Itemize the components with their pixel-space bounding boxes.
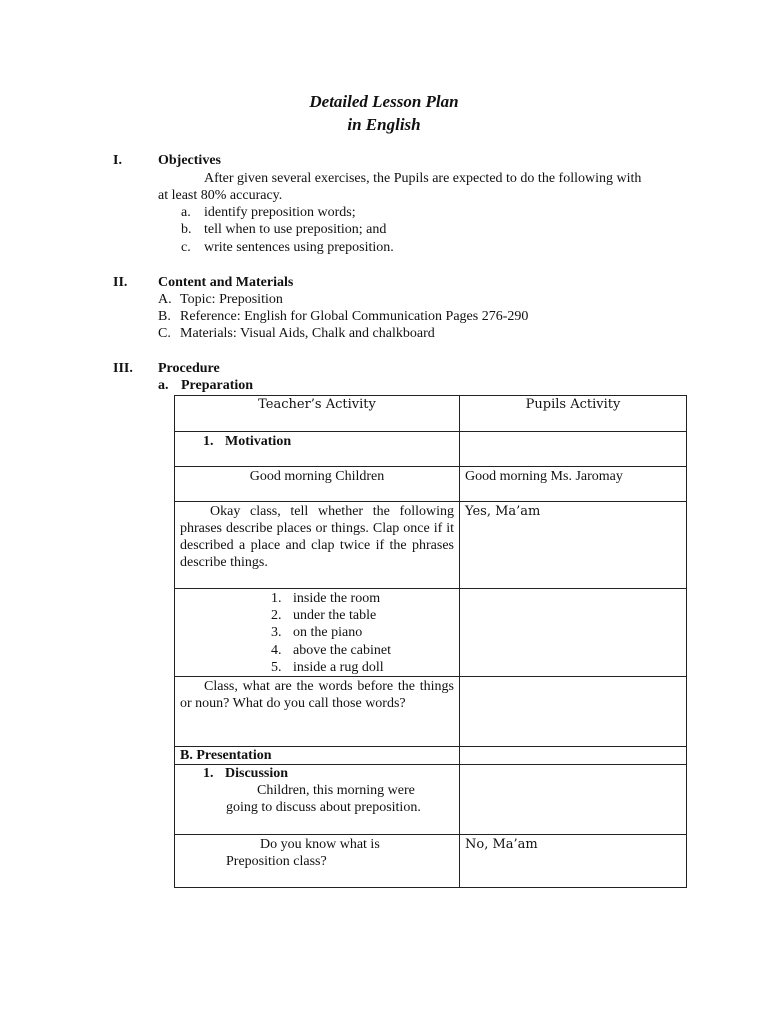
presentation-cell: B. Presentation: [175, 747, 460, 765]
content-marker: B.: [158, 309, 171, 324]
section2-numeral: II.: [113, 275, 128, 290]
greeting-pupils-cell: Good morning Ms. Jaromay: [460, 467, 687, 502]
section3-heading: Procedure: [158, 361, 220, 376]
empty-cell: [460, 765, 687, 835]
know-cell: [175, 835, 460, 888]
document-title-line1: Detailed Lesson Plan: [309, 92, 459, 111]
table-row: [175, 432, 687, 467]
know-line2: Preposition class?: [226, 854, 327, 870]
list-item: 1. inside the room: [271, 591, 381, 606]
list-item: 3. on the piano: [271, 625, 363, 641]
discussion-label: Discussion: [225, 766, 289, 782]
objective-marker: c.: [181, 240, 191, 255]
table-row: [175, 502, 687, 589]
content-marker: C.: [158, 326, 171, 341]
empty-cell: [460, 432, 687, 467]
objective-text: identify preposition words;: [204, 205, 356, 220]
empty-cell: [460, 589, 687, 677]
lesson-plan-table: [174, 395, 687, 888]
empty-cell: [460, 677, 687, 747]
preparation-marker: a.: [158, 378, 169, 393]
empty-cell: [460, 747, 687, 765]
teacher-activity-header: Teacher’s Activity: [175, 396, 460, 432]
table-row: [175, 467, 687, 502]
pupils-activity-header: Pupils Activity: [460, 396, 687, 432]
discussion-line2: going to discuss about preposition.: [226, 800, 421, 816]
list-item: 5. inside a rug doll: [271, 659, 384, 675]
know-line1: Do you know what is: [260, 837, 380, 853]
table-row: [175, 589, 687, 677]
section2-heading: Content and Materials: [158, 275, 294, 290]
instruction-cell: Okay class, tell whether the following phrases describe places or things. Clap once if it described a place and clap twice if the phrases describe things.: [175, 502, 460, 589]
question-cell: Class, what are the words before the things or noun? What do you call those words?: [175, 677, 460, 747]
table-row: [175, 677, 687, 747]
instruction-response-cell: Yes, Ma’am: [460, 502, 687, 589]
objective-text: write sentences using preposition.: [204, 240, 394, 255]
table-row: [175, 765, 687, 835]
section1-intro-line2: at least 80% accuracy.: [158, 188, 283, 203]
motivation-label: Motivation: [225, 434, 292, 449]
section3-numeral: III.: [113, 361, 133, 376]
content-marker: A.: [158, 292, 172, 307]
phrases-cell: [175, 589, 460, 677]
section1-numeral: I.: [113, 153, 122, 168]
greeting-teacher-cell: Good morning Children: [175, 467, 460, 502]
table-row: [175, 747, 687, 765]
discussion-cell: [175, 765, 460, 835]
section1-heading: Objectives: [158, 153, 221, 168]
motivation-number: 1.: [203, 434, 214, 449]
phrase-list: [271, 590, 454, 676]
discussion-line1: Children, this morning were: [257, 783, 415, 799]
content-text: Topic: Preposition: [180, 292, 283, 307]
preparation-heading: Preparation: [181, 378, 254, 393]
content-text: Materials: Visual Aids, Chalk and chalkboard: [180, 326, 435, 341]
know-response-cell: No, Ma’am: [460, 835, 687, 888]
list-item: 2. under the table: [271, 608, 377, 624]
content-text: Reference: English for Global Communication Pages 276-290: [180, 309, 529, 324]
motivation-cell: [175, 432, 460, 467]
objective-marker: b.: [181, 222, 192, 237]
document-title-line2: in English: [347, 115, 421, 134]
objective-marker: a.: [181, 205, 191, 220]
table-header-row: [175, 396, 687, 432]
objective-text: tell when to use preposition; and: [204, 222, 387, 237]
discussion-number: 1.: [203, 766, 214, 782]
list-item: 4. above the cabinet: [271, 642, 391, 658]
section1-intro-line1: After given several exercises, the Pupils are expected to do the following with: [204, 171, 642, 186]
table-row: [175, 835, 687, 888]
